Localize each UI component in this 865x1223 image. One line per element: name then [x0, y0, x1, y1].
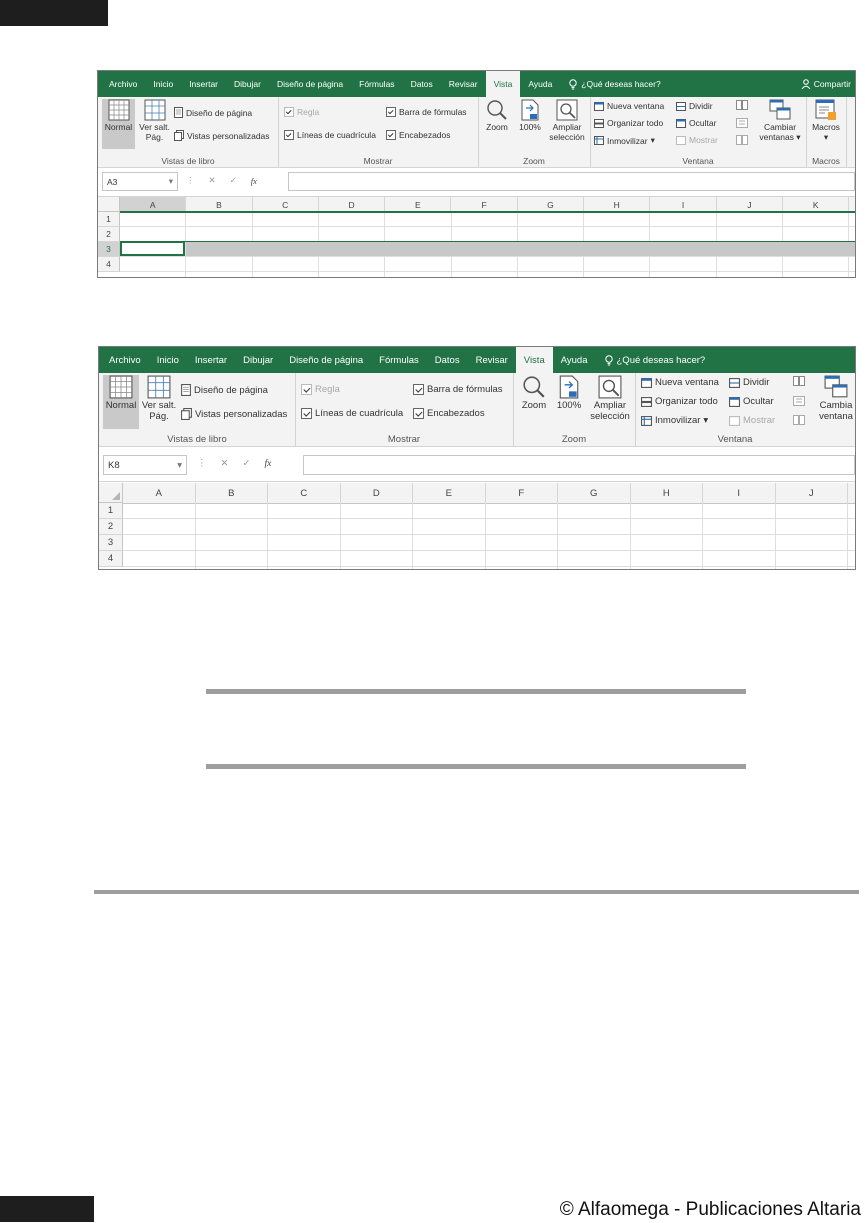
row-header-2[interactable]: 2 [99, 519, 123, 535]
tab-formulas[interactable]: Fórmulas [359, 79, 395, 89]
worksheet-grid[interactable] [98, 197, 855, 277]
switch-windows-button[interactable] [756, 99, 804, 143]
row-header-4[interactable]: 4 [98, 257, 120, 272]
zoom-selection-icon [556, 99, 578, 121]
macros-button[interactable] [808, 99, 844, 143]
custom-views-icon [181, 408, 192, 420]
zoom-button[interactable] [517, 375, 551, 412]
gridlines-checkbox[interactable] [301, 408, 403, 419]
custom-views-button[interactable] [174, 130, 270, 141]
zoom-100-button[interactable] [516, 99, 544, 133]
column-header-a[interactable]: A [120, 197, 186, 212]
formula-bar-icons [197, 458, 271, 469]
sync-scroll-icon [793, 396, 805, 406]
cien-label: 100% [519, 122, 541, 132]
cambiar-label-2: ventanas ▾ [759, 131, 801, 142]
page-layout-button[interactable] [174, 107, 252, 118]
macros-label: Macros [812, 122, 840, 132]
section-divider [94, 890, 859, 894]
confirm-icon[interactable]: ✓ [229, 175, 237, 185]
synchronous-scrolling-button[interactable] [736, 118, 748, 128]
hide-window-icon [676, 119, 686, 128]
page-layout-button[interactable] [181, 384, 268, 396]
column-gridline [195, 503, 196, 569]
name-box[interactable] [103, 455, 187, 475]
column-header-g[interactable]: G [558, 483, 631, 503]
row-gridline [120, 271, 855, 272]
row-header-1[interactable]: 1 [98, 212, 120, 227]
row-header-1[interactable]: 1 [99, 503, 123, 519]
page-layout-icon [174, 107, 183, 118]
ocultar-label: Ocultar [743, 396, 774, 407]
name-box-value: K8 [108, 459, 120, 471]
tab-vista[interactable]: Vista [486, 71, 521, 97]
mostrar-ventana-label: Mostrar [743, 415, 776, 426]
footer-copyright: © Alfaomega - Publicaciones Altaria [559, 1199, 861, 1220]
formula-bar-icons [186, 175, 257, 186]
barra-label: Barra de fórmulas [427, 384, 503, 395]
group-zoom [513, 373, 636, 446]
group-label-ventana: Ventana [717, 434, 753, 445]
ocultar-label: Ocultar [689, 118, 717, 128]
row-header-2[interactable]: 2 [98, 227, 120, 242]
confirm-icon[interactable]: ✓ [242, 458, 251, 469]
hide-window-icon [729, 397, 740, 407]
dividir-label: Dividir [743, 377, 770, 388]
column-header-h[interactable]: H [631, 483, 704, 503]
vistas-personalizadas-label: Vistas personalizadas [195, 408, 288, 420]
ribbon-tab-bar [99, 347, 855, 373]
selected-row-range [186, 242, 855, 256]
formula-bar-checkbox[interactable] [386, 107, 467, 117]
row-gridline [120, 226, 855, 227]
tab-insertar[interactable]: Insertar [189, 79, 219, 89]
hide-window-button[interactable] [729, 396, 774, 407]
view-side-by-side-button[interactable] [793, 376, 805, 386]
page-break-view-button[interactable] [141, 375, 177, 429]
text-rule-bottom [206, 764, 746, 769]
header-selection-line [120, 211, 855, 213]
new-window-button[interactable] [641, 377, 719, 388]
split-button[interactable] [676, 101, 713, 111]
zoom-selection-icon [598, 375, 622, 399]
page-break-icon [147, 375, 171, 399]
insert-function-icon[interactable]: fx [250, 175, 257, 186]
new-window-icon [641, 378, 652, 388]
organizar-label: Organizar todo [655, 396, 718, 407]
column-header-b[interactable]: B [186, 197, 252, 212]
regla-checkbox-box [301, 384, 312, 395]
column-header-f[interactable]: F [452, 197, 518, 212]
tab-inicio[interactable]: Inicio [156, 354, 179, 366]
salto-label-2: Pág. [149, 410, 169, 422]
cien-label: 100% [556, 400, 582, 411]
row-header-3[interactable]: 3 [98, 242, 120, 257]
group-ventana [590, 97, 807, 167]
headings-checkbox-box [413, 408, 424, 419]
group-label-mostrar: Mostrar [387, 434, 421, 445]
chevron-down-icon: ▾ [168, 176, 173, 186]
headings-checkbox[interactable] [386, 130, 451, 140]
person-icon [801, 79, 811, 89]
freeze-panes-icon [641, 416, 652, 426]
group-label-vistas-libro: Vistas de libro [167, 434, 227, 445]
regla-label: Regla [315, 384, 340, 395]
lightbulb-icon [604, 355, 614, 366]
reset-position-icon [736, 135, 748, 145]
column-header-i[interactable]: I [703, 483, 776, 503]
group-label-vistas-libro: Vistas de libro [161, 156, 215, 166]
excel-screenshot-1 [97, 70, 856, 278]
chevron-down-icon: ▾ [177, 459, 182, 471]
zoom-label: Zoom [521, 400, 547, 411]
row-gridline [120, 256, 855, 257]
page-break-view-button[interactable] [138, 99, 171, 149]
side-by-side-icon [793, 376, 805, 386]
row-gridline [123, 550, 855, 551]
tab-archivo[interactable]: Archivo [109, 354, 141, 366]
freeze-panes-button[interactable] [641, 415, 708, 426]
column-header-h[interactable]: H [584, 197, 650, 212]
page-break-icon [144, 99, 166, 121]
name-box-value: A3 [107, 176, 118, 187]
tab-datos[interactable]: Datos [434, 354, 460, 366]
cambiar-label-1: Cambia [819, 400, 853, 411]
regla-checkbox[interactable] [301, 384, 340, 395]
column-header-b[interactable]: B [196, 483, 269, 503]
custom-views-button[interactable] [181, 408, 287, 420]
salto-label-1: Ver salt. [139, 122, 170, 132]
footer-corner-tab [0, 1196, 94, 1222]
lineas-label: Líneas de cuadrícula [297, 130, 376, 140]
magnifier-icon [522, 375, 546, 399]
column-gridline [847, 503, 848, 569]
view-side-by-side-button[interactable] [736, 100, 748, 110]
normal-view-button[interactable] [103, 375, 139, 429]
unhide-window-button[interactable] [729, 415, 775, 426]
tab-dibujar[interactable]: Dibujar [243, 354, 274, 366]
column-header-g[interactable]: G [518, 197, 584, 212]
zoom-100-icon [520, 99, 540, 121]
synchronous-scrolling-button[interactable] [793, 396, 805, 406]
reset-window-position-button[interactable] [793, 415, 805, 425]
new-window-icon [594, 102, 604, 111]
cancel-icon[interactable]: ✕ [220, 458, 229, 469]
encabezados-label: Encabezados [427, 408, 485, 419]
row-gridline [123, 518, 855, 519]
freeze-panes-button[interactable] [594, 135, 655, 146]
chevron-down-icon: ▾ [703, 415, 709, 426]
column-header-d[interactable]: D [341, 483, 414, 503]
ribbon-tab-bar [98, 71, 855, 97]
tab-insertar[interactable]: Insertar [194, 354, 228, 366]
column-gridline [340, 503, 341, 569]
group-label-zoom: Zoom [561, 434, 587, 445]
tab-diseno-pagina[interactable]: Diseño de página [289, 354, 364, 366]
new-window-button[interactable] [594, 101, 664, 111]
chevron-down-icon: ▾ [823, 131, 829, 142]
arrange-all-button[interactable] [641, 396, 718, 407]
group-vistas-libro [98, 97, 279, 167]
ampliar-label-2: selección [549, 131, 585, 142]
column-header-a[interactable]: A [123, 483, 196, 503]
nueva-ventana-label: Nueva ventana [655, 377, 719, 388]
regla-label: Regla [297, 107, 320, 117]
row-header-4[interactable]: 4 [99, 551, 123, 567]
page-corner-tab [0, 0, 108, 26]
mostrar-ventana-label: Mostrar [689, 135, 718, 145]
arrange-all-icon [641, 397, 652, 407]
encabezados-label: Encabezados [399, 130, 451, 140]
group-ventana [635, 373, 856, 446]
split-icon [729, 378, 740, 388]
tab-inicio[interactable]: Inicio [153, 79, 174, 89]
salto-label-1: Ver salt. [141, 400, 177, 411]
column-gridline [485, 503, 486, 569]
column-header-j[interactable]: J [776, 483, 849, 503]
tell-me-box[interactable] [596, 355, 706, 366]
ampliar-label-2: selección [590, 410, 630, 422]
vistas-personalizadas-label: Vistas personalizadas [187, 130, 270, 141]
normal-label: Normal [104, 122, 133, 132]
group-label-mostrar: Mostrar [363, 156, 393, 166]
organizar-label: Organizar todo [607, 118, 664, 128]
row-gridline [123, 534, 855, 535]
tab-archivo[interactable]: Archivo [109, 79, 138, 89]
switch-windows-button[interactable] [813, 375, 856, 423]
column-gridline [775, 503, 776, 569]
tab-ayuda[interactable]: Ayuda [528, 79, 553, 89]
selection-border-top [120, 241, 855, 242]
unhide-window-button[interactable] [676, 135, 718, 145]
column-header-e[interactable]: E [413, 483, 486, 503]
tab-formulas[interactable]: Fórmulas [379, 354, 419, 366]
normal-view-icon [108, 99, 130, 121]
excel-screenshot-2 [98, 346, 856, 570]
share-button[interactable] [795, 71, 855, 97]
tab-revisar[interactable]: Revisar [475, 354, 508, 366]
tell-me-text: ¿Qué deseas hacer? [616, 354, 706, 366]
gridlines-checkbox-box [301, 408, 312, 419]
inmovilizar-label: Inmovilizar [607, 135, 648, 146]
column-header-c[interactable]: C [268, 483, 341, 503]
gridlines-checkbox[interactable] [284, 130, 376, 140]
normal-view-icon [109, 375, 133, 399]
name-box[interactable] [102, 172, 178, 191]
group-mostrar [278, 97, 479, 167]
lightbulb-icon [568, 79, 578, 90]
row-header-3[interactable]: 3 [99, 535, 123, 551]
column-header-i[interactable]: I [650, 197, 716, 212]
group-label-macros: Macros [812, 156, 840, 166]
tab-diseno-pagina[interactable]: Diseño de página [276, 79, 344, 89]
more-options-icon: ⋮ [197, 458, 207, 469]
headings-checkbox[interactable] [413, 408, 485, 419]
page-layout-icon [181, 384, 191, 396]
diseno-pagina-label: Diseño de página [194, 384, 268, 396]
inmovilizar-label: Inmovilizar [655, 415, 701, 426]
ribbon-vista [99, 373, 855, 447]
formula-bar-checkbox[interactable] [413, 384, 503, 395]
chevron-down-icon: ▾ [650, 135, 655, 145]
column-gridline [630, 503, 631, 569]
hide-window-button[interactable] [676, 118, 716, 128]
tab-datos[interactable]: Datos [410, 79, 433, 89]
column-header-d[interactable]: D [319, 197, 385, 212]
select-all-triangle-icon [99, 483, 123, 503]
active-cell[interactable] [120, 241, 185, 256]
formula-input[interactable] [288, 172, 855, 191]
select-all-corner[interactable] [98, 197, 120, 212]
barra-label: Barra de fórmulas [399, 107, 467, 117]
lineas-label: Líneas de cuadrícula [315, 408, 404, 419]
formula-input[interactable] [303, 455, 855, 475]
tell-me-box[interactable] [560, 79, 660, 90]
tab-dibujar[interactable]: Dibujar [234, 79, 261, 89]
cambiar-label-2: ventana [819, 410, 853, 422]
select-all-corner[interactable] [99, 483, 123, 503]
group-macros [806, 97, 847, 167]
diseno-pagina-label: Diseño de página [186, 107, 253, 118]
zoom-selection-button[interactable] [546, 99, 588, 143]
column-gridline [267, 503, 268, 569]
reset-window-position-button[interactable] [736, 135, 748, 145]
group-label-ventana: Ventana [682, 156, 714, 166]
more-options-icon: ⋮ [186, 175, 195, 185]
macros-icon [815, 99, 837, 121]
ribbon-vista [98, 97, 855, 168]
group-mostrar [295, 373, 514, 446]
nueva-ventana-label: Nueva ventana [607, 101, 665, 111]
column-header-c[interactable]: C [253, 197, 319, 212]
zoom-100-button[interactable] [553, 375, 585, 412]
tab-vista[interactable]: Vista [516, 347, 553, 373]
gridlines-checkbox-box [284, 130, 294, 140]
split-icon [676, 102, 686, 111]
switch-windows-icon [824, 375, 848, 399]
freeze-panes-icon [594, 136, 604, 145]
sync-scroll-icon [736, 118, 748, 128]
headings-checkbox-box [386, 130, 396, 140]
share-label: Compartir [813, 79, 851, 89]
group-vistas-libro [99, 373, 296, 446]
worksheet-grid[interactable] [99, 483, 855, 569]
tab-ayuda[interactable]: Ayuda [560, 354, 588, 366]
formula-bar [98, 168, 855, 197]
split-button[interactable] [729, 377, 769, 388]
zoom-button[interactable] [482, 99, 512, 133]
column-header-f[interactable]: F [486, 483, 559, 503]
switch-windows-icon [769, 99, 791, 121]
zoom-selection-button[interactable] [587, 375, 633, 423]
insert-function-icon[interactable]: fx [264, 458, 272, 469]
reset-position-icon [793, 415, 805, 425]
regla-checkbox-box [284, 107, 294, 117]
regla-checkbox[interactable] [284, 107, 319, 117]
text-rule-top [206, 689, 746, 694]
magnifier-icon [486, 99, 508, 121]
zoom-label: Zoom [486, 122, 508, 132]
ampliar-label-1: Ampliar [552, 122, 582, 132]
normal-label: Normal [105, 400, 137, 411]
row-gridline [123, 566, 855, 567]
arrange-all-icon [594, 119, 604, 128]
zoom-100-icon [558, 375, 580, 399]
column-header-k[interactable]: K [783, 197, 849, 212]
column-gridline [702, 503, 703, 569]
unhide-window-icon [729, 416, 740, 426]
dividir-label: Dividir [689, 101, 713, 111]
side-by-side-icon [736, 100, 748, 110]
column-gridline [412, 503, 413, 569]
tab-revisar[interactable]: Revisar [448, 79, 478, 89]
unhide-window-icon [676, 136, 686, 145]
formula-bar-checkbox-box [413, 384, 424, 395]
formula-bar-checkbox-box [386, 107, 396, 117]
cancel-icon[interactable]: ✕ [208, 175, 216, 185]
column-header-j[interactable]: J [717, 197, 783, 212]
normal-view-button[interactable] [102, 99, 135, 149]
formula-bar [99, 447, 855, 482]
ampliar-label-1: Ampliar [593, 400, 627, 411]
salto-label-2: Pág. [145, 131, 164, 142]
arrange-all-button[interactable] [594, 118, 663, 128]
custom-views-icon [174, 130, 184, 141]
tell-me-text: ¿Qué deseas hacer? [581, 79, 661, 89]
cambiar-label-1: Cambiar [763, 122, 797, 132]
column-gridline [557, 503, 558, 569]
group-zoom [478, 97, 591, 167]
group-label-zoom: Zoom [523, 156, 545, 166]
column-header-e[interactable]: E [385, 197, 451, 212]
